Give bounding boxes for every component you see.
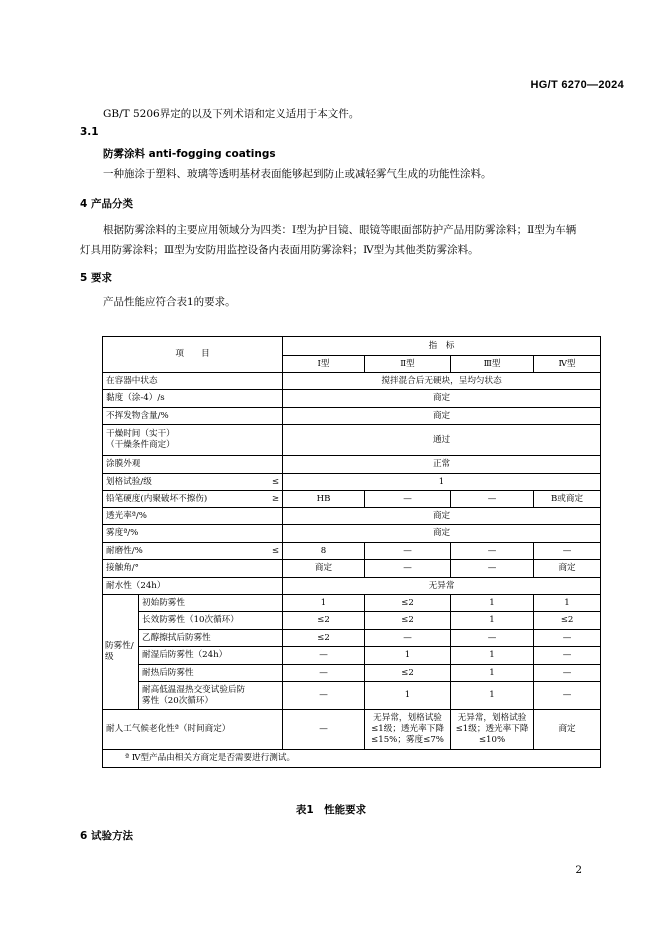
type-1-header: Ⅰ型 [283,356,365,373]
drying-label-1: 干燥时间（实干） [106,429,175,439]
row-label: 耐湿后防雾性（24h） [139,647,283,665]
cell: ≤2 [365,612,451,630]
section-4-heading: 4 产品分类 [80,198,133,210]
cell: 1 [451,595,534,612]
cell [451,710,534,750]
weathering-3-line-1: 无异常，划格试验 [457,713,527,723]
cell [365,710,451,750]
section-5-text: 产品性能应符合表1的要求。 [103,296,236,308]
row-label: 不挥发物含量/% [103,408,283,425]
row-value: 正常 [283,456,601,474]
cell: — [451,630,534,647]
cell: — [534,647,601,665]
row-label: 接触角/° [103,560,283,578]
cell: — [283,647,365,665]
drying-label-2: （干燥条件商定） [106,440,175,450]
intro-line: GB/T 5206界定的以及下列术语和定义适用于本文件。 [103,108,360,120]
cell: 1 [451,647,534,665]
cell: — [283,682,365,710]
cell: 1 [451,612,534,630]
row-label: 耐水性（24h） [103,578,283,595]
weathering-3-line-3: ≤10% [478,735,506,745]
cell: 8 [283,543,365,560]
row-label: 涂膜外观 [103,456,283,474]
standard-code: HG/T 6270—2024 [530,79,624,91]
table-caption: 表1 性能要求 [295,804,367,816]
weathering-2-line-3: ≤15%；雾度≤7% [371,735,444,745]
cell: 1 [283,595,365,612]
row-label: 初始防雾性 [139,595,283,612]
section-4-text: 根据防雾涂料的主要应用领域分为四类：Ⅰ型为护目镜、眼镜等眼面部防护产品用防雾涂料；Ⅱ型为车辆灯具用防雾涂料；Ⅲ型为安防用监控设备内表面用防雾涂料；Ⅳ型为其他类防雾涂料。 [80,224,577,256]
cell: — [534,665,601,682]
type-4-header: Ⅳ型 [534,356,601,373]
row-value: 1 [283,474,601,491]
row-value: 商定 [283,390,601,408]
cell: 商定 [534,710,601,750]
cell: 1 [534,595,601,612]
row-value: 通过 [283,425,601,456]
le-symbol: ≤ [271,476,280,487]
cell: — [534,630,601,647]
row-label [103,543,283,560]
row-label [103,491,283,508]
row-value: 搅拌混合后无硬块，呈均匀状态 [283,373,601,390]
antifog-group-label: 防雾性/级 [103,595,139,710]
row-label [103,425,283,456]
row-label: 长效防雾性（10次循环） [139,612,283,630]
cell: — [365,560,451,578]
cell: — [451,543,534,560]
row-label: 耐热后防雾性 [139,665,283,682]
cell: ≤2 [365,595,451,612]
ge-symbol: ≥ [271,493,280,504]
weathering-2-line-2: ≤1级；透光率下降 [371,724,444,734]
weathering-3-line-2: ≤1级；透光率下降 [455,724,529,734]
section-6-heading: 6 试验方法 [80,830,133,842]
term-number: 3.1 [80,126,99,138]
cell: HB [283,491,365,508]
pencil-label: 铅笔硬度(内聚破坏不擦伤) [106,493,208,504]
crosscut-label: 划格试验/级 [106,476,152,487]
cell: 1 [365,682,451,710]
cell: 商定 [534,560,601,578]
cell: 商定 [283,560,365,578]
cell: — [365,630,451,647]
row-value: 商定 [283,408,601,425]
row-label: 在容器中状态 [103,373,283,390]
row-label [103,474,283,491]
col-header-item: 项 目 [103,337,283,373]
cell: — [451,560,534,578]
row-label: 黏度（涂-4）/s [103,390,283,408]
table-footnote: ª Ⅳ型产品由相关方商定是否需要进行测试。 [103,750,601,768]
type-3-header: Ⅲ型 [451,356,534,373]
term-definition: 一种施涂于塑料、玻璃等透明基材表面能够起到防止或减轻雾气生成的功能性涂料。 [103,168,492,180]
row-label: 雾度ª/% [103,525,283,543]
row-value: 商定 [283,525,601,543]
cell: — [365,491,451,508]
le-symbol: ≤ [271,545,280,556]
cell: — [365,543,451,560]
cell: 1 [451,682,534,710]
cell: ≤2 [365,665,451,682]
page-number: 2 [575,864,582,876]
cell: — [283,710,365,750]
row-value: 商定 [283,508,601,525]
cell: — [534,543,601,560]
cycle-label-1: 耐高低温湿热交变试验后防 [142,684,246,695]
cell: — [283,665,365,682]
cell: — [451,491,534,508]
weathering-2-line-1: 无异常，划格试验 [373,713,442,723]
row-label: 耐人工气候老化性ª（时间商定） [103,710,283,750]
cell: B或商定 [534,491,601,508]
row-label: 乙醇擦拭后防雾性 [139,630,283,647]
abrasion-label: 耐磨性/% [106,545,143,556]
section-5-heading: 5 要求 [80,272,112,284]
row-label [139,682,283,710]
performance-table [102,336,601,768]
cycle-label-2: 雾性（20次循环） [142,695,214,706]
row-label: 透光率ª/% [103,508,283,525]
cell: 1 [451,665,534,682]
row-value: 无异常 [283,578,601,595]
term-title: 防雾涂料 anti-fogging coatings [103,148,276,160]
cell: ≤2 [534,612,601,630]
cell: ≤2 [283,630,365,647]
cell: — [534,682,601,710]
cell: 1 [365,647,451,665]
type-2-header: Ⅱ型 [365,356,451,373]
cell: ≤2 [283,612,365,630]
col-header-index: 指 标 [283,337,601,356]
